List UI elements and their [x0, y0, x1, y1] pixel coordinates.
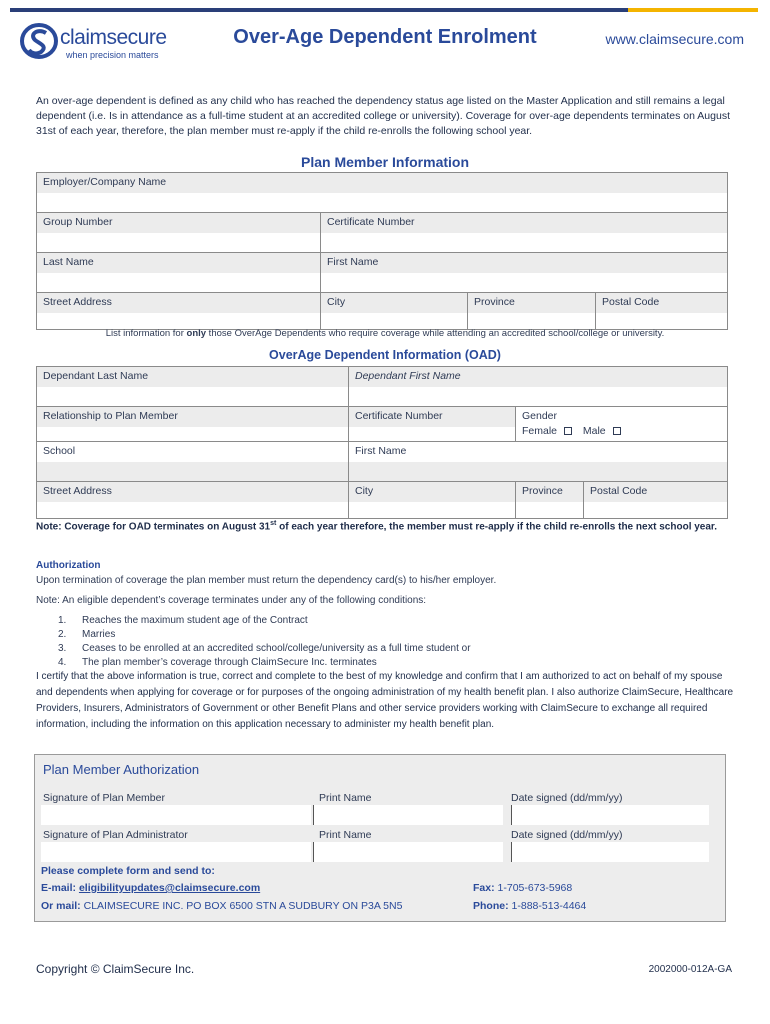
oad-province-label: Province — [516, 482, 583, 502]
fax-line: Fax: 1-705-673-5968 — [473, 882, 573, 894]
dependant-last-name-field[interactable] — [37, 367, 349, 407]
signature-member-field[interactable] — [41, 805, 311, 825]
postal-code-label: Postal Code — [596, 293, 727, 313]
phone-line: Phone: 1-888-513-4464 — [473, 900, 587, 912]
authorization-line-1: Upon termination of coverage the plan member must return the dependency card(s) to his/her employer. — [36, 575, 497, 586]
print-name-label-1: Print Name — [319, 792, 372, 804]
mail-address: CLAIMSECURE INC. PO BOX 6500 STN A SUDBURY ON P3A 5N5 — [83, 900, 403, 912]
last-name-field[interactable] — [37, 253, 321, 293]
gender-label: Gender — [522, 410, 558, 422]
oad-street-address-field[interactable] — [37, 482, 349, 519]
form-code: 2002000-012A-GA — [648, 964, 732, 975]
authorization-line-2: Note: An eligible dependent’s coverage terminates under any of the following conditions: — [36, 595, 427, 606]
intro-paragraph: An over-age dependent is defined as any child who has reached the dependency status age listed on the Master Application and still remains a legal dependent (i.e. Is in attendance as a full-time student at an accredited college or university). Coverage for over-age dependents terminates on August 31st of each year, therefore, the plan member must re-apply if the child re-enrolls the following school year. — [36, 95, 730, 137]
print-name-field-2[interactable] — [313, 842, 503, 862]
school-field[interactable] — [37, 442, 349, 482]
email-line: E-mail: eligibilityupdates@claimsecure.com — [41, 882, 261, 894]
certificate-number-label: Certificate Number — [321, 213, 727, 233]
date-signed-label-1: Date signed (dd/mm/yy) — [511, 792, 623, 804]
city-label: City — [321, 293, 467, 313]
fax-number: 1-705-673-5968 — [497, 882, 573, 894]
dependant-first-name-field[interactable] — [349, 367, 728, 407]
oad-city-label: City — [349, 482, 515, 502]
postal-code-field[interactable] — [596, 293, 728, 330]
city-field[interactable] — [321, 293, 468, 330]
signature-admin-label: Signature of Plan Administrator — [43, 829, 188, 841]
dependant-first-name-label: Dependant First Name — [349, 367, 727, 387]
logo-brand-text: claimsecure — [60, 26, 167, 49]
dependant-last-name-label: Dependant Last Name — [37, 367, 348, 387]
school-first-name-field[interactable] — [349, 442, 728, 482]
date-signed-field-1[interactable] — [511, 805, 709, 825]
send-to-heading: Please complete form and send to: — [41, 865, 215, 877]
gender-male-label: Male — [582, 425, 606, 437]
province-label: Province — [468, 293, 595, 313]
oad-postal-code-field[interactable] — [584, 482, 728, 519]
copyright: Copyright © ClaimSecure Inc. — [36, 962, 195, 976]
gender-female-label: Female — [522, 425, 558, 437]
print-name-label-2: Print Name — [319, 829, 372, 841]
relationship-field[interactable] — [37, 407, 349, 442]
oad-street-address-label: Street Address — [37, 482, 348, 502]
oad-province-field[interactable] — [516, 482, 584, 519]
street-address-label: Street Address — [37, 293, 320, 313]
list-item: 3. Ceases to be enrolled at an accredited school/college/university as a full time student or — [58, 643, 471, 654]
employer-field[interactable] — [37, 173, 728, 213]
header-rule — [10, 8, 758, 12]
certification-paragraph: I certify that the above information is true, correct and complete to the best of my knowledge and confirm that I am authorized to act on behalf of my spouse and dependents when applying for coverage or for purposes of the ongoing administration of my health benefit plan. I also authorize ClaimSecure, Healthcare Providers, Insurers, Administrators of Government or other Benefit Plans and other service providers working with ClaimSecure to exchange all required information, including the information on this application necessary to administer my health benefit plan. — [36, 671, 734, 730]
group-number-field[interactable] — [37, 213, 321, 253]
website-link[interactable]: www.claimsecure.com — [605, 31, 744, 47]
list-item: 2. Marries — [58, 629, 116, 640]
email-link[interactable]: eligibilityupdates@claimsecure.com — [78, 882, 261, 894]
oad-section-title: OverAge Dependent Information (OAD) — [269, 348, 501, 362]
female-checkbox[interactable] — [564, 427, 572, 435]
school-label: School — [37, 442, 348, 462]
authorization-heading: Authorization — [36, 560, 101, 571]
school-first-name-label: First Name — [349, 442, 727, 462]
oad-certificate-number-label: Certificate Number — [349, 407, 515, 427]
certificate-number-field[interactable] — [321, 213, 728, 253]
signature-member-label: Signature of Plan Member — [43, 792, 165, 804]
oad-postal-code-label: Postal Code — [584, 482, 727, 502]
logo-tagline: when precision matters — [66, 50, 159, 60]
oad-city-field[interactable] — [349, 482, 516, 519]
date-signed-label-2: Date signed (dd/mm/yy) — [511, 829, 623, 841]
plan-member-authorization-box — [34, 754, 726, 922]
oad-certificate-number-field[interactable] — [349, 407, 516, 442]
employer-label: Employer/Company Name — [37, 173, 727, 193]
first-name-label: First Name — [321, 253, 727, 273]
oad-note: Note: Coverage for OAD terminates on August 31st of each year therefore, the member must re-apply if the child re-enrolls the next school year. — [36, 520, 718, 533]
print-name-field-1[interactable] — [313, 805, 503, 825]
logo-swirl-icon — [20, 22, 60, 60]
plan-member-table — [36, 172, 728, 330]
phone-number: 1-888-513-4464 — [511, 900, 587, 912]
signature-admin-field[interactable] — [41, 842, 311, 862]
claimsecure-logo — [20, 22, 170, 62]
mail-line: Or mail: CLAIMSECURE INC. PO BOX 6500 STN A SUDBURY ON P3A 5N5 — [41, 900, 403, 912]
date-signed-field-2[interactable] — [511, 842, 709, 862]
oad-table — [36, 366, 728, 519]
street-address-field[interactable] — [37, 293, 321, 330]
last-name-label: Last Name — [37, 253, 320, 273]
termination-conditions-list — [58, 614, 471, 670]
relationship-label: Relationship to Plan Member — [37, 407, 348, 427]
plan-member-section-title: Plan Member Information — [300, 154, 470, 170]
male-checkbox[interactable] — [613, 427, 621, 435]
page-title: Over-Age Dependent Enrolment — [233, 26, 537, 48]
list-instruction: List information for only those OverAge Dependents who require coverage while attending an accredited school/college or university. — [105, 328, 665, 339]
pma-title: Plan Member Authorization — [43, 762, 200, 777]
list-item: 4. The plan member’s coverage through ClaimSecure Inc. terminates — [58, 657, 377, 668]
gender-field — [516, 407, 728, 442]
first-name-field[interactable] — [321, 253, 728, 293]
list-item: 1. Reaches the maximum student age of the Contract — [58, 615, 308, 626]
group-number-label: Group Number — [37, 213, 320, 233]
province-field[interactable] — [468, 293, 596, 330]
